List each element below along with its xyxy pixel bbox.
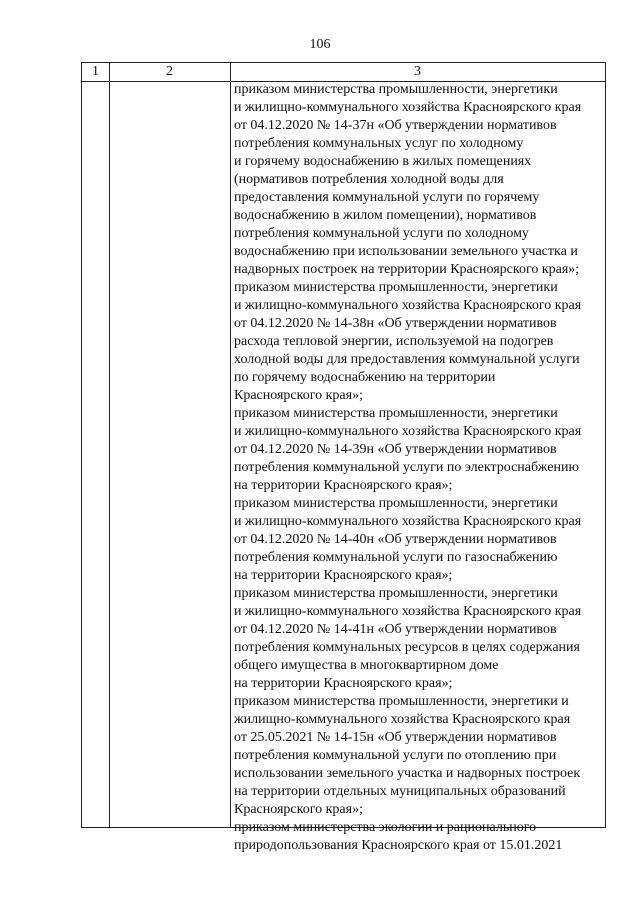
text-line: жилищно-коммунального хозяйства Красноярского края	[234, 712, 571, 727]
text-line: на территории отдельных муниципальных образований	[234, 784, 566, 799]
text-line: приказом министерства промышленности, энергетики	[234, 496, 558, 511]
table-header-row	[82, 63, 605, 82]
text-line: и жилищно-коммунального хозяйства Красноярского края	[234, 424, 582, 439]
text-line: от 04.12.2020 № 14-40н «Об утверждении нормативов	[234, 532, 557, 547]
text-line: потребления коммунальной услуги по газоснабжению	[234, 550, 558, 565]
text-line: водоснабжению в жилом помещении), нормативов	[234, 208, 537, 223]
text-line: потребления коммунальной услуги по электроснабжению	[234, 460, 579, 475]
text-line: от 04.12.2020 № 14-38н «Об утверждении нормативов	[234, 316, 557, 331]
text-line: потребления коммунальной услуги по отоплению при	[234, 748, 557, 763]
text-line: предоставления коммунальной услуги по горячему	[234, 190, 540, 205]
text-line: приказом министерства промышленности, энергетики	[234, 406, 558, 421]
header-cell-col-3: 3	[414, 64, 421, 79]
text-line: и горячему водоснабжению в жилых помещениях	[234, 154, 532, 169]
text-line: на территории Красноярского края»;	[234, 478, 453, 493]
text-line: холодной воды для предоставления коммунальной услуги	[234, 352, 580, 367]
text-line: и жилищно-коммунального хозяйства Красноярского края	[234, 604, 582, 619]
header-cell-col-1: 1	[92, 64, 99, 79]
text-line: (нормативов потребления холодной воды для	[234, 172, 504, 187]
text-line: водоснабжению при использовании земельного участка и	[234, 244, 578, 259]
text-line: приказом министерства промышленности, энергетики	[234, 280, 558, 295]
column-divider-2	[230, 63, 231, 827]
text-line: и жилищно-коммунального хозяйства Красноярского края	[234, 298, 582, 313]
text-line: расхода тепловой энергии, используемой на подогрев	[234, 334, 554, 349]
text-line: потребления коммунальной услуги по холодному	[234, 226, 529, 241]
text-line: и жилищно-коммунального хозяйства Красноярского края	[234, 100, 582, 115]
text-line: от 25.05.2021 № 14-15н «Об утверждении нормативов	[234, 730, 557, 745]
text-line: и жилищно-коммунального хозяйства Красноярского края	[234, 514, 582, 529]
text-line: приказом министерства промышленности, энергетики и	[234, 694, 569, 709]
text-line: от 04.12.2020 № 14-37н «Об утверждении нормативов	[234, 118, 557, 133]
text-line: природопользования Красноярского края от 15.01.2021	[234, 838, 563, 853]
text-line: приказом министерства экологии и рационального	[234, 820, 537, 835]
text-line: общего имущества в многоквартирном доме	[234, 658, 499, 673]
text-line: приказом министерства промышленности, энергетики	[234, 82, 558, 97]
column-3-text	[234, 81, 606, 855]
text-line: надворных построек на территории Красноярского края»;	[234, 262, 580, 277]
text-line: от 04.12.2020 № 14-41н «Об утверждении нормативов	[234, 622, 557, 637]
text-line: приказом министерства промышленности, энергетики	[234, 586, 558, 601]
text-line: Красноярского края»;	[234, 388, 363, 403]
column-divider-1	[109, 63, 110, 827]
text-line: потребления коммунальных услуг по холодному	[234, 136, 524, 151]
text-line: на территории Красноярского края»;	[234, 676, 453, 691]
text-line: потребления коммунальных ресурсов в целях содержания	[234, 640, 580, 655]
text-line: от 04.12.2020 № 14-39н «Об утверждении нормативов	[234, 442, 557, 457]
text-line: на территории Красноярского края»;	[234, 568, 453, 583]
text-line: по горячему водоснабжению на территории	[234, 370, 496, 385]
page-number: 106	[309, 37, 331, 52]
text-line: использовании земельного участка и надворных построек	[234, 766, 581, 781]
text-line: Красноярского края»;	[234, 802, 363, 817]
header-cell-col-2: 2	[166, 64, 173, 79]
document-table	[81, 62, 606, 853]
